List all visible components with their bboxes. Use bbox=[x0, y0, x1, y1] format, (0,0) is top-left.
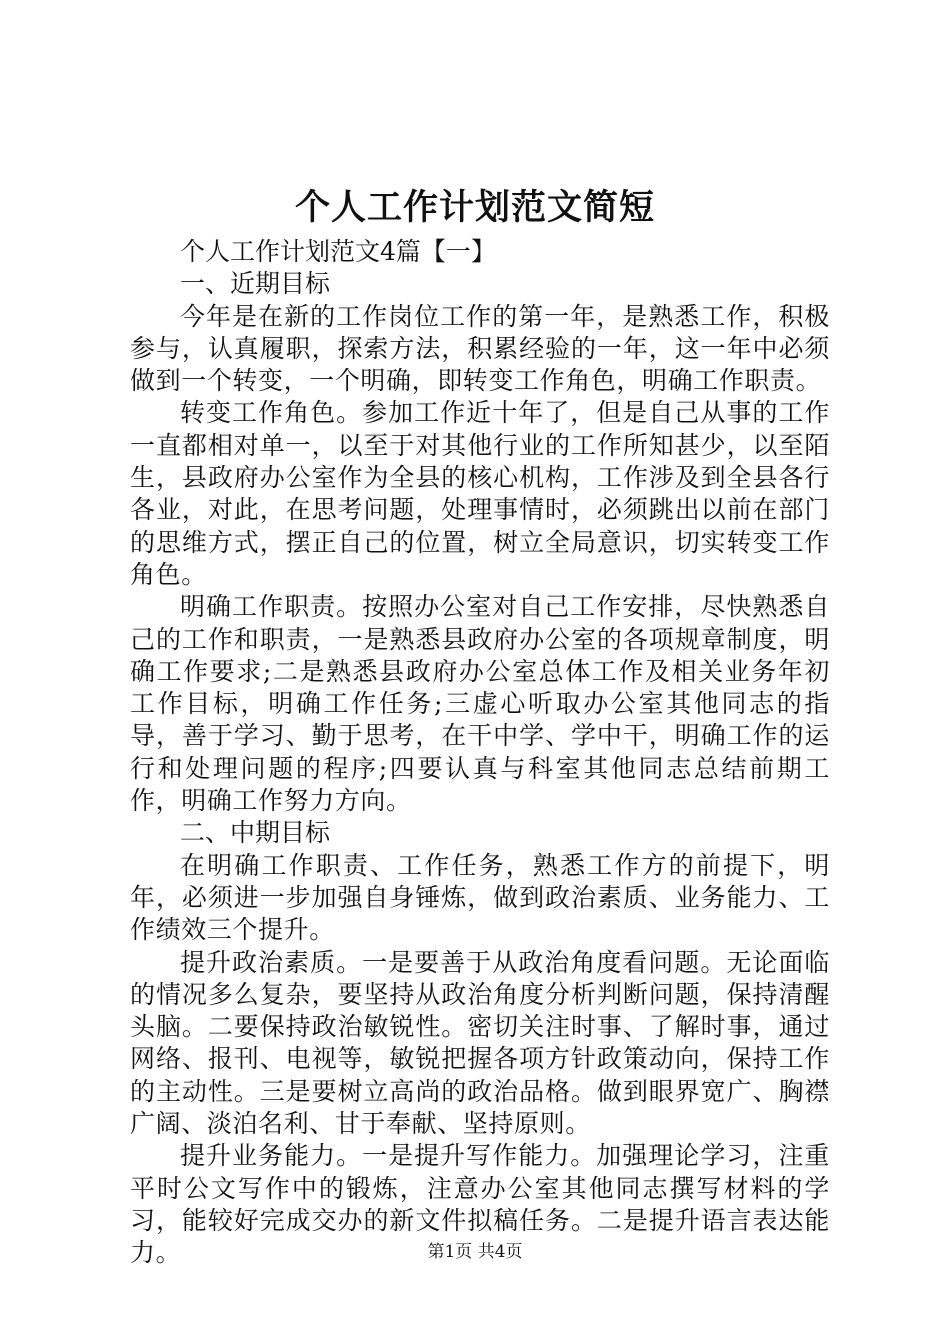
section-heading-near-term: 一、近期目标 bbox=[180, 269, 331, 299]
document-subtitle: 个人工作计划范文4篇【一】 bbox=[180, 237, 496, 266]
document-body bbox=[130, 236, 830, 1270]
page-number-footer: 第1页 共4页 bbox=[427, 1242, 523, 1262]
document-title: 个人工作计划范文简短 bbox=[294, 187, 655, 228]
paragraph-business-ability: 提升业务能力。一是提升写作能力。加强理论学习，注重平时公文写作中的锻炼，注意办公室其他同志撰写材料的学习，能较好完成交办的新文件拟稿任务。二是提升语言表达能力。 bbox=[130, 1141, 830, 1268]
paragraph-change-role: 转变工作角色。参加工作近十年了，但是自己从事的工作一直都相对单一，以至于对其他行业的工作所知甚少，以至陌生，县政府办公室作为全县的核心机构，工作涉及到全县各行各业，对此，在思考问题，处理事情时，必须跳出以前在部门的思维方式，摆正自己的位置，树立全局意识，切实转变工作角色。 bbox=[130, 398, 830, 589]
paragraph-mid-term-intro: 在明确工作职责、工作任务，熟悉工作方的前提下，明年，必须进一步加强自身锤炼，做到政治素质、业务能力、工作绩效三个提升。 bbox=[130, 850, 830, 945]
paragraph-clarify-duties: 明确工作职责。按照办公室对自己工作安排，尽快熟悉自己的工作和职责，一是熟悉县政府办公室的各项规章制度，明确工作要求;二是熟悉县政府办公室总体工作及相关业务年初工作目标，明确工作任务;三虚心听取办公室其他同志的指导，善于学习、勤于思考，在干中学、学中干，明确工作的运行和处理问题的程序;四要认真与科室其他同志总结前期工作，明确工作努力方向。 bbox=[130, 592, 830, 816]
paragraph-intro: 今年是在新的工作岗位工作的第一年，是熟悉工作，积极参与，认真履职，探索方法，积累经验的一年，这一年中必须做到一个转变，一个明确，即转变工作角色，明确工作职责。 bbox=[130, 301, 830, 396]
section-heading-mid-term: 二、中期目标 bbox=[180, 818, 331, 848]
paragraph-political-quality: 提升政治素质。一是要善于从政治角度看问题。无论面临的情况多么复杂，要坚持从政治角度分析判断问题，保持清醒头脑。二要保持政治敏锐性。密切关注时事、了解时事，通过网络、报刊、电视等，敏锐把握各项方针政策动向，保持工作的主动性。三是要树立高尚的政治品格。做到眼界宽广、胸襟广阔、淡泊名利、甘于奉献、坚持原则。 bbox=[130, 947, 830, 1139]
